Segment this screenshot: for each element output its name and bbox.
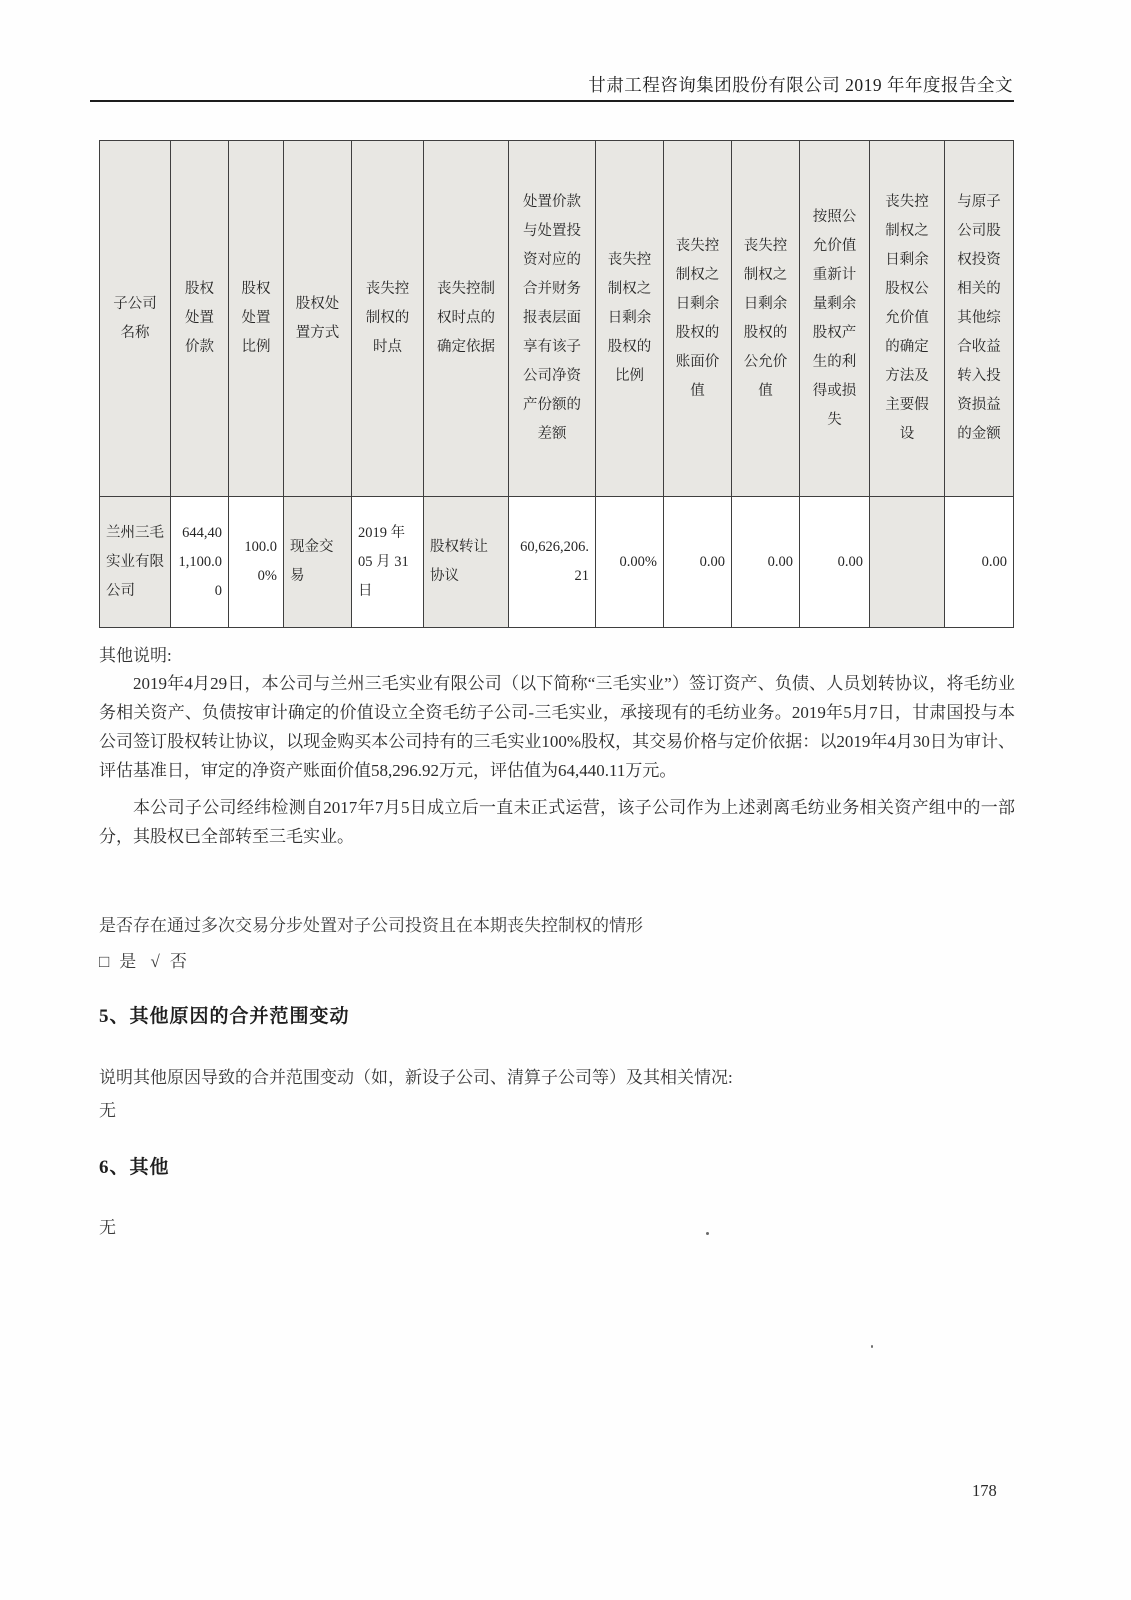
header-loss-of-control-basis: 丧失控制权时点的确定依据 — [424, 141, 509, 497]
notes-paragraph-1: 2019年4月29日，本公司与兰州三毛实业有限公司（以下简称“三毛实业”）签订资产、负债、人员划转协议，将毛纺业务相关资产、负债按审计确定的价值设立全资毛纺子公司-三毛实业，承接现有的毛纺业务。2019年5月7日，甘肃国投与本公司签订股权转让协议，以现金购买本公司持有的三毛实业100%股权，其交易价格与定价依据：以2019年4月30日为审计、评估基准日，审定的净资产账面价值58,296.92万元，评估值为64,440.11万元。 — [99, 674, 1015, 780]
scan-speck — [706, 1232, 709, 1235]
cell-loss-of-control-date: 2019 年 05 月 31 日 — [352, 497, 424, 628]
notes-paragraph-2: 本公司子公司经纬检测自2017年7月5日成立后一直未正式运营，该子公司作为上述剥离毛纺业务相关资产组中的一部分，其股权已全部转至三毛实业。 — [99, 798, 1015, 846]
cell-oci-transfer-amount: 0.00 — [945, 497, 1014, 628]
cell-fair-value-method — [870, 497, 945, 628]
other-notes-body — [99, 669, 1015, 859]
cell-remeasure-gain-loss: 0.00 — [800, 497, 870, 628]
cell-loss-of-control-basis: 股权转让协议 — [424, 497, 509, 628]
step-disposal-question: 是否存在通过多次交易分步处置对子公司投资且在本期丧失控制权的情形 — [99, 916, 643, 935]
yes-no-options — [99, 947, 197, 972]
table-header-row — [100, 141, 1014, 497]
table-data-row — [100, 497, 1014, 628]
header-oci-transfer-amount: 与原子公司股权投资相关的其他综合收益转入投资损益的金额 — [945, 141, 1014, 497]
cell-disposal-difference: 60,626,206.21 — [509, 497, 596, 628]
subsidiary-disposal-table — [99, 140, 1014, 628]
header-loss-of-control-date: 丧失控制权的时点 — [352, 141, 424, 497]
other-notes-label: 其他说明: — [99, 646, 172, 665]
cell-disposal-ratio: 100.00% — [229, 497, 284, 628]
header-disposal-method: 股权处置方式 — [284, 141, 352, 497]
cell-disposal-method: 现金交易 — [284, 497, 352, 628]
section-5-value: 无 — [99, 1101, 116, 1120]
scan-speck — [871, 1345, 873, 1348]
cell-remaining-equity-ratio: 0.00% — [596, 497, 664, 628]
no-label: 否 — [169, 952, 187, 971]
header-disposal-price: 股权处置价款 — [171, 141, 229, 497]
cell-remaining-book-value: 0.00 — [664, 497, 732, 628]
yes-label: 是 — [119, 952, 137, 971]
section-5-heading: 5、其他原因的合并范围变动 — [99, 1006, 350, 1027]
header-remaining-fair-value: 丧失控制权之日剩余股权的公允价值 — [732, 141, 800, 497]
checkmark-no-icon: √ — [150, 952, 160, 971]
header-remaining-equity-ratio: 丧失控制权之日剩余股权的比例 — [596, 141, 664, 497]
section-6-heading: 6、其他 — [99, 1157, 170, 1178]
header-remaining-book-value: 丧失控制权之日剩余股权的账面价值 — [664, 141, 732, 497]
cell-disposal-price: 644,401,100.00 — [171, 497, 229, 628]
checkbox-yes-icon: □ — [99, 952, 110, 971]
header-fair-value-method: 丧失控制权之日剩余股权公允价值的确定方法及主要假设 — [870, 141, 945, 497]
header-disposal-ratio: 股权处置比例 — [229, 141, 284, 497]
cell-remaining-fair-value: 0.00 — [732, 497, 800, 628]
report-header-title: 甘肃工程咨询集团股份有限公司 2019 年年度报告全文 — [588, 75, 1013, 95]
header-disposal-difference: 处置价款与处置投资对应的合并财务报表层面享有该子公司净资产份额的差额 — [509, 141, 596, 497]
header-divider — [90, 100, 1014, 102]
section-6-value: 无 — [99, 1218, 116, 1237]
cell-subsidiary-name: 兰州三毛实业有限公司 — [100, 497, 171, 628]
page-number: 178 — [972, 1481, 997, 1500]
section-5-description: 说明其他原因导致的合并范围变动（如，新设子公司、清算子公司等）及其相关情况: — [99, 1068, 733, 1087]
header-subsidiary-name: 子公司名称 — [100, 141, 171, 497]
header-remeasure-gain-loss: 按照公允价值重新计量剩余股权产生的利得或损失 — [800, 141, 870, 497]
